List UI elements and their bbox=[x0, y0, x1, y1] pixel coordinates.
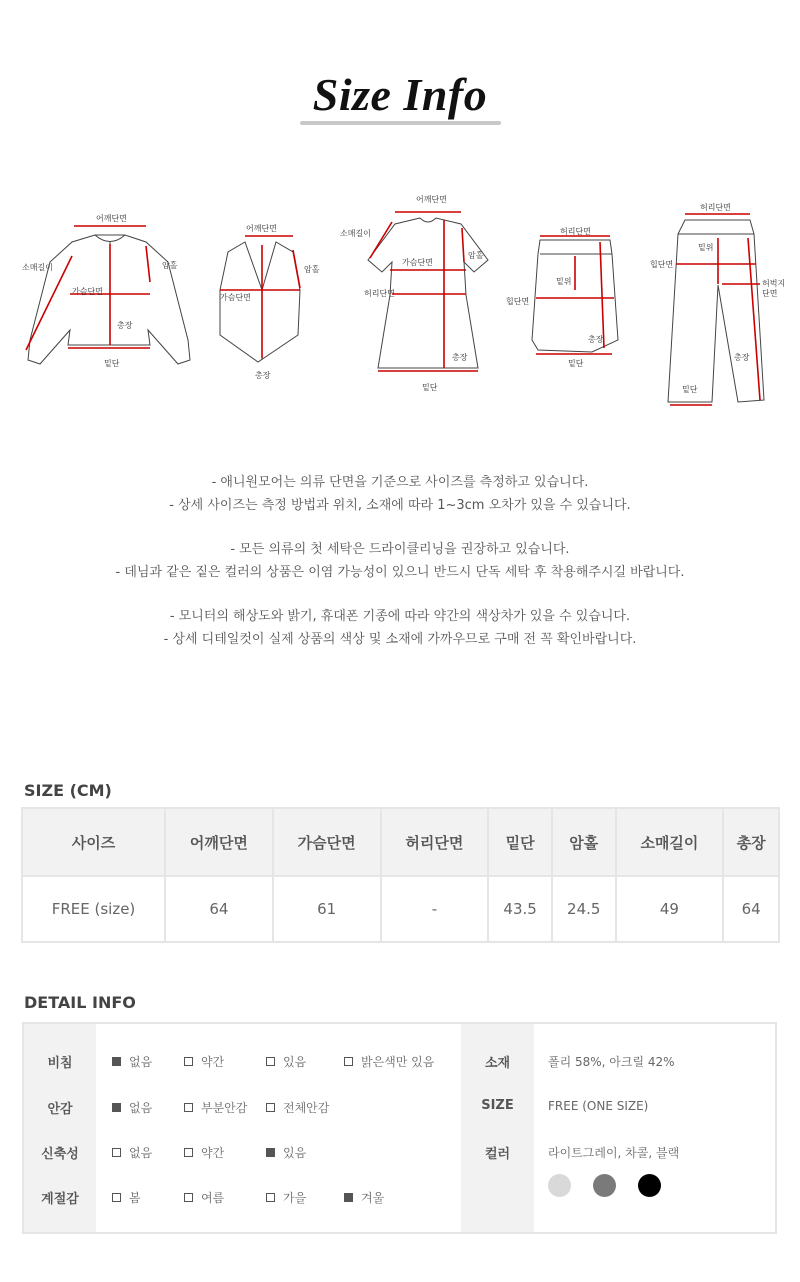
size-table-title: SIZE (CM) bbox=[24, 781, 112, 800]
detail-option bbox=[344, 1189, 384, 1206]
unchecked-box-icon bbox=[266, 1057, 275, 1066]
unchecked-box-icon bbox=[184, 1057, 193, 1066]
vest-chest-label: 가슴단면 bbox=[220, 293, 251, 302]
color-swatch-charcoal bbox=[593, 1174, 616, 1197]
detail-info-title: DETAIL INFO bbox=[24, 993, 136, 1012]
detail-option-label: 밝은색만 있음 bbox=[361, 1055, 435, 1069]
color-label: 컬러 bbox=[484, 1147, 511, 1162]
size-header: 총장 bbox=[723, 808, 779, 876]
pants-thigh-label-2: 단면 bbox=[762, 289, 778, 298]
measurement-diagrams bbox=[0, 190, 800, 410]
detail-info-panel bbox=[22, 1022, 777, 1234]
detail-option bbox=[266, 1144, 306, 1161]
lining-label: 안감 bbox=[47, 1102, 73, 1117]
skirt-rise-label: 밑위 bbox=[556, 277, 572, 286]
unchecked-box-icon bbox=[112, 1193, 121, 1202]
detail-option bbox=[266, 1189, 306, 1206]
detail-option-label: 가을 bbox=[283, 1191, 307, 1205]
pants-hip-label: 힙단면 bbox=[650, 260, 674, 269]
checked-box-icon bbox=[266, 1148, 275, 1157]
season-label: 계절감 bbox=[41, 1192, 79, 1207]
size-cell: 64 bbox=[165, 876, 273, 942]
unchecked-box-icon bbox=[184, 1103, 193, 1112]
size-cell: 64 bbox=[723, 876, 779, 942]
unchecked-box-icon bbox=[184, 1148, 193, 1157]
size-header: 어깨단면 bbox=[165, 808, 273, 876]
detail-option-label: 봄 bbox=[129, 1191, 141, 1205]
note-line: - 데님과 같은 짙은 컬러의 상품은 이염 가능성이 있으니 반드시 단독 세탁 후 착용해주시길 바랍니다. bbox=[115, 564, 685, 580]
detail-option bbox=[184, 1053, 224, 1070]
pants-waist-label: 허리단면 bbox=[700, 203, 731, 212]
detail-option-label: 겨울 bbox=[361, 1191, 385, 1205]
detail-option bbox=[112, 1053, 152, 1070]
material-label: 소재 bbox=[484, 1056, 511, 1071]
skirt-hem-label: 밑단 bbox=[568, 359, 584, 368]
checked-box-icon bbox=[112, 1103, 121, 1112]
detail-option-label: 없음 bbox=[129, 1101, 153, 1115]
sheerness-label: 비침 bbox=[47, 1056, 73, 1071]
size-cell: 24.5 bbox=[552, 876, 616, 942]
note-line: - 상세 사이즈는 측정 방법과 위치, 소재에 따라 1~3cm 오차가 있을 수 있습니다. bbox=[169, 497, 631, 513]
size-header: 사이즈 bbox=[22, 808, 165, 876]
dress-waist-label: 허리단면 bbox=[364, 289, 395, 298]
color-swatch-black bbox=[638, 1174, 661, 1197]
size-table bbox=[21, 807, 780, 943]
vest-shoulder-label: 어깨단면 bbox=[246, 224, 277, 233]
size-spec-label: SIZE bbox=[481, 1098, 514, 1113]
stretch-label: 신축성 bbox=[41, 1147, 79, 1162]
unchecked-box-icon bbox=[266, 1193, 275, 1202]
dress-shoulder-label: 어깨단면 bbox=[416, 195, 447, 204]
detail-option bbox=[184, 1189, 224, 1206]
note-line: - 모니터의 해상도와 밝기, 휴대폰 기종에 따라 약간의 색상차가 있을 수 있습니다. bbox=[169, 609, 631, 624]
size-cell: - bbox=[381, 876, 489, 942]
color-value: 라이트그레이, 차콜, 블랙 bbox=[548, 1146, 680, 1160]
unchecked-box-icon bbox=[184, 1193, 193, 1202]
size-header: 가슴단면 bbox=[273, 808, 381, 876]
skirt-hip-label: 힙단면 bbox=[506, 297, 530, 306]
note-line: - 상세 디테일컷이 실제 상품의 색상 및 소재에 가까우므로 구매 전 꼭 확인바랍니다. bbox=[163, 631, 637, 647]
detail-option bbox=[344, 1053, 434, 1070]
detail-option-label: 있음 bbox=[283, 1146, 307, 1160]
size-header: 소매길이 bbox=[616, 808, 724, 876]
jacket-armhole-label: 암홀 bbox=[162, 261, 178, 270]
detail-option-label: 여름 bbox=[201, 1191, 225, 1205]
size-cell: 49 bbox=[616, 876, 724, 942]
jacket-chest-label: 가슴단면 bbox=[72, 287, 103, 296]
unchecked-box-icon bbox=[344, 1057, 353, 1066]
detail-option-label: 있음 bbox=[283, 1055, 307, 1069]
detail-option bbox=[184, 1144, 224, 1161]
title-underline bbox=[300, 121, 501, 125]
note-line: - 애니원모어는 의류 단면을 기준으로 사이즈를 측정하고 있습니다. bbox=[211, 475, 589, 490]
checked-box-icon bbox=[112, 1057, 121, 1066]
detail-option bbox=[112, 1099, 152, 1116]
jacket-hem-label: 밑단 bbox=[104, 359, 120, 368]
dress-sleeve-label: 소매길이 bbox=[340, 229, 371, 238]
size-table-header-row bbox=[22, 808, 779, 876]
size-header: 허리단면 bbox=[381, 808, 489, 876]
color-swatch-light-gray bbox=[548, 1174, 571, 1197]
jacket-sleeve-label: 소매길이 bbox=[22, 263, 53, 272]
detail-option-label: 없음 bbox=[129, 1146, 153, 1160]
dress-chest-label: 가슴단면 bbox=[402, 258, 433, 267]
note-line: - 모든 의류의 첫 세탁은 드라이클리닝을 권장하고 있습니다. bbox=[230, 542, 570, 557]
detail-option bbox=[112, 1144, 152, 1161]
size-cell: 43.5 bbox=[488, 876, 552, 942]
detail-option bbox=[266, 1099, 329, 1116]
size-header: 암홀 bbox=[552, 808, 616, 876]
material-value: 폴리 58%, 아크릴 42% bbox=[548, 1055, 675, 1069]
size-spec-value: FREE (ONE SIZE) bbox=[548, 1099, 649, 1113]
detail-option-label: 없음 bbox=[129, 1055, 153, 1069]
pants-hem-label: 밑단 bbox=[682, 385, 698, 394]
jacket-length-label: 총장 bbox=[117, 321, 133, 330]
detail-option-label: 전체안감 bbox=[283, 1101, 330, 1115]
size-header: 밑단 bbox=[488, 808, 552, 876]
jacket-shoulder-label: 어깨단면 bbox=[96, 214, 127, 223]
skirt-length-label: 총장 bbox=[588, 335, 604, 344]
page-title: Size Info bbox=[312, 69, 488, 120]
dress-length-label: 총장 bbox=[452, 353, 468, 362]
unchecked-box-icon bbox=[266, 1103, 275, 1112]
checked-box-icon bbox=[344, 1193, 353, 1202]
detail-option bbox=[112, 1189, 141, 1206]
pants-thigh-label-1: 허벅지 bbox=[762, 279, 786, 288]
size-cell: 61 bbox=[273, 876, 381, 942]
detail-option-label: 부분안감 bbox=[201, 1101, 248, 1115]
unchecked-box-icon bbox=[112, 1148, 121, 1157]
garment-illustrations bbox=[0, 190, 800, 410]
size-notes bbox=[0, 472, 800, 651]
skirt-waist-label: 허리단면 bbox=[560, 227, 591, 236]
detail-option-label: 약간 bbox=[201, 1146, 225, 1160]
size-cell: FREE (size) bbox=[22, 876, 165, 942]
dress-hem-label: 밑단 bbox=[422, 383, 438, 392]
vest-armhole-label: 암홀 bbox=[304, 265, 320, 274]
table-row bbox=[22, 876, 779, 942]
detail-option bbox=[184, 1099, 247, 1116]
detail-option bbox=[266, 1053, 306, 1070]
vest-length-label: 총장 bbox=[255, 371, 271, 380]
pants-length-label: 총장 bbox=[734, 353, 750, 362]
detail-option-label: 약간 bbox=[201, 1055, 225, 1069]
dress-armhole-label: 암홀 bbox=[468, 251, 484, 260]
pants-rise-label: 밑위 bbox=[698, 243, 714, 252]
